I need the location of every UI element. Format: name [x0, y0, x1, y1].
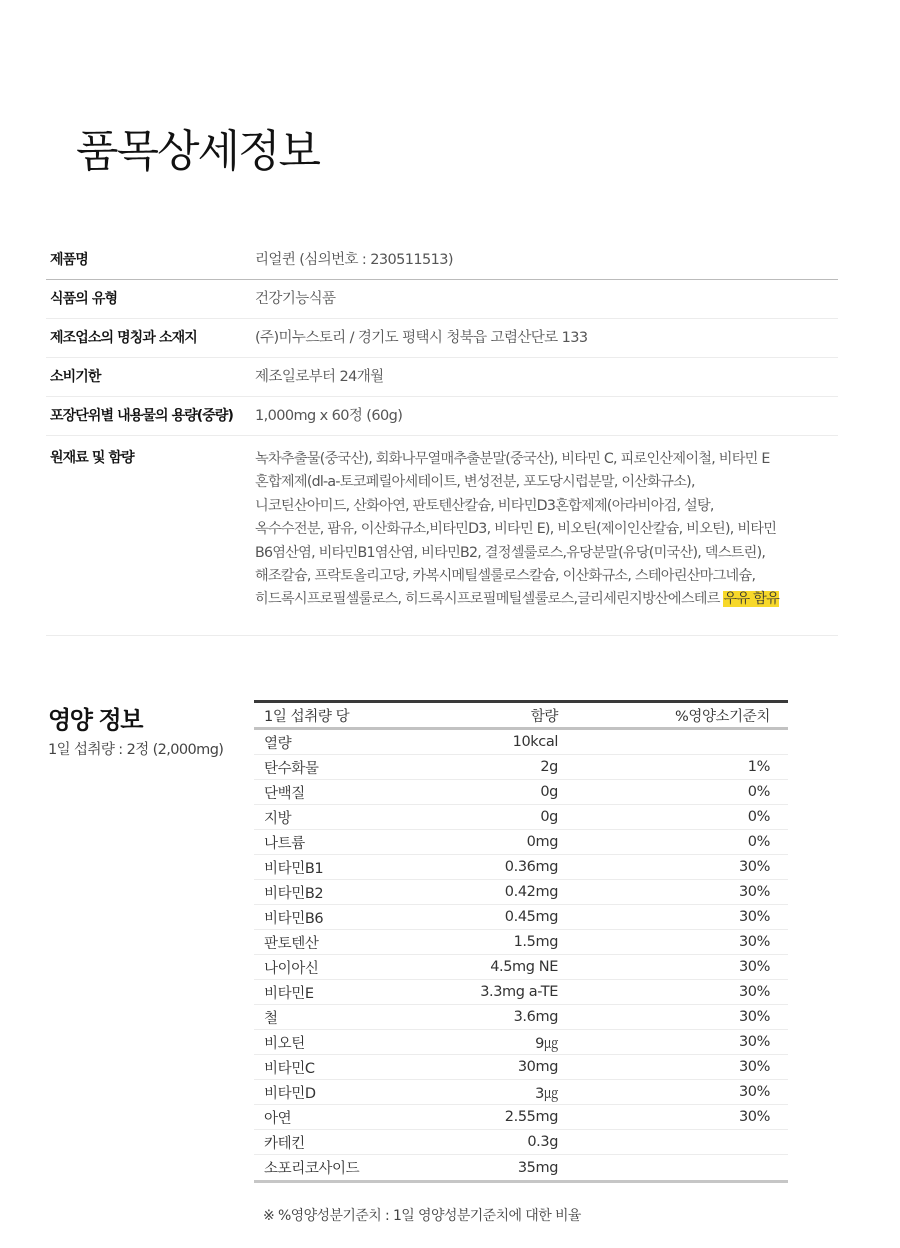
table-row — [254, 880, 788, 905]
info-value: 제조일로부터 24개월 — [255, 369, 384, 385]
nutrient-amount: 10kcal — [512, 734, 558, 750]
nutrient-pct: 0% — [747, 784, 770, 800]
ingredients-line: 녹차추출물(중국산), 회화나무열매추출분말(중국산), 비타민 C, 피로인산제이철, 비타민 E — [255, 451, 770, 467]
table-row — [254, 830, 788, 855]
nutrient-pct: 30% — [738, 859, 770, 875]
table-row — [254, 930, 788, 955]
nutrient-name: 철 — [264, 1010, 278, 1027]
ingredients-line: 혼합제제(dl-a-토코페릴아세테이트, 변성전분, 포도당시럽분말, 이산화규소), — [255, 474, 695, 491]
nutrient-name: 비타민B1 — [264, 860, 324, 877]
nutrient-name: 비타민E — [264, 985, 314, 1002]
nutrient-amount: 30mg — [517, 1059, 558, 1075]
table-row — [254, 780, 788, 805]
table-row — [254, 1105, 788, 1130]
nutrient-pct: 30% — [738, 1009, 770, 1025]
product-info-table — [46, 241, 838, 636]
info-row-manufacturer — [46, 319, 838, 358]
nutrient-pct: 30% — [738, 934, 770, 950]
table-row — [254, 1030, 788, 1055]
nutrient-amount: 0g — [540, 809, 558, 825]
table-row — [254, 805, 788, 830]
nutrient-amount: 3.3mg a-TE — [480, 984, 558, 1000]
table-row — [254, 1130, 788, 1155]
nutrient-name: 비타민B6 — [264, 910, 324, 927]
nutrient-pct: 30% — [738, 909, 770, 925]
nutrient-pct: 30% — [738, 1109, 770, 1125]
nutrition-table-header — [254, 703, 788, 730]
nutrient-amount: 0.36mg — [504, 859, 558, 875]
nutrient-name: 판토텐산 — [264, 935, 319, 952]
nutrient-name: 카테킨 — [264, 1135, 305, 1152]
nutrient-name: 비타민D — [264, 1085, 316, 1102]
table-row — [254, 855, 788, 880]
allergen-highlight: 우유 함유 — [723, 591, 780, 608]
nutrient-pct: 30% — [738, 1034, 770, 1050]
nutrient-amount: 9㎍ — [535, 1035, 558, 1052]
info-row-product-name — [46, 241, 838, 280]
nutrient-name: 비오틴 — [264, 1035, 305, 1052]
col-header-pct: %영양소기준치 — [674, 708, 770, 725]
ingredients-line: B6염산염, 비타민B1염산염, 비타민B2, 결정셀룰로스,유당분말(유당(미국산), 덱스트린), — [255, 544, 766, 561]
nutrition-table-body — [254, 730, 788, 1180]
nutrient-amount: 0.42mg — [504, 884, 558, 900]
table-row — [254, 1080, 788, 1105]
ingredients-text — [255, 444, 838, 612]
info-value: 리얼퀸 (심의번호 : 230511513) — [255, 252, 453, 268]
nutrient-pct: 30% — [738, 1084, 770, 1100]
nutrient-amount: 2.55mg — [504, 1109, 558, 1125]
ingredients-line: 니코틴산아미드, 산화아연, 판토텐산칼슘, 비타민D3혼합제제(아라비아검, 설탕, — [255, 497, 714, 514]
nutrient-pct: 30% — [738, 959, 770, 975]
info-label: 원재료 및 함량 — [50, 450, 134, 466]
nutrient-pct: 30% — [738, 984, 770, 1000]
page-title: 품목상세정보 — [76, 126, 320, 177]
nutrient-amount: 0.3g — [527, 1134, 558, 1150]
nutrition-title: 영양 정보 — [48, 706, 143, 734]
table-row — [254, 1055, 788, 1080]
info-row-package-volume — [46, 397, 838, 436]
nutrient-amount: 0mg — [526, 834, 558, 850]
nutrition-serving: 1일 섭취량 : 2정 (2,000mg) — [48, 742, 224, 758]
table-row — [254, 1005, 788, 1030]
nutrient-pct: 0% — [747, 834, 770, 850]
info-value: 건강기능식품 — [255, 291, 336, 307]
nutrient-amount: 2g — [540, 759, 558, 775]
ingredients-line: 히드록시프로필셀룰로스, 히드록시프로필메틸셀룰로스,글리세린지방산에스테르 — [255, 591, 724, 608]
ingredients-line: 해조칼슘, 프락토올리고당, 카복시메틸셀룰로스칼슘, 이산화규소, 스테아린산마그네슘, — [255, 568, 756, 585]
info-label: 식품의 유형 — [50, 291, 118, 307]
nutrient-name: 탄수화물 — [264, 760, 319, 777]
info-value: 1,000mg x 60정 (60g) — [255, 408, 403, 424]
nutrient-amount: 1.5mg — [513, 934, 558, 950]
nutrient-name: 나트륨 — [264, 835, 305, 852]
col-header-name: 1일 섭취량 당 — [264, 708, 350, 725]
ingredients-line-last — [255, 588, 838, 611]
nutrient-name: 단백질 — [264, 785, 305, 802]
info-row-ingredients — [46, 436, 838, 636]
table-row — [254, 980, 788, 1005]
nutrient-amount: 0.45mg — [504, 909, 558, 925]
nutrient-name: 비타민C — [264, 1060, 315, 1077]
info-label: 제품명 — [50, 252, 88, 268]
info-label: 제조업소의 명칭과 소재지 — [50, 330, 197, 346]
nutrient-pct: 0% — [747, 809, 770, 825]
table-row — [254, 955, 788, 980]
nutrient-amount: 3㎍ — [535, 1085, 558, 1102]
table-row — [254, 905, 788, 930]
col-header-amount: 함량 — [530, 708, 558, 725]
nutrition-table — [254, 700, 788, 1183]
nutrient-amount: 4.5mg NE — [490, 959, 558, 975]
nutrient-amount: 3.6mg — [513, 1009, 558, 1025]
info-label: 소비기한 — [50, 369, 101, 385]
table-row — [254, 755, 788, 780]
ingredients-line: 옥수수전분, 팜유, 이산화규소,비타민D3, 비타민 E), 비오틴(제이인산칼슘, 비오틴), 비타민 — [255, 521, 777, 538]
table-row — [254, 730, 788, 755]
nutrient-name: 열량 — [264, 735, 292, 752]
info-row-food-type — [46, 280, 838, 319]
nutrient-name: 비타민B2 — [264, 885, 324, 902]
nutrient-pct: 1% — [747, 759, 770, 775]
info-row-expiry — [46, 358, 838, 397]
nutrient-name: 나이아신 — [264, 960, 319, 977]
nutrient-name: 지방 — [264, 810, 292, 827]
nutrient-amount: 35mg — [517, 1159, 558, 1176]
nutrient-pct: 30% — [738, 1059, 770, 1075]
nutrient-name: 아연 — [264, 1110, 292, 1127]
info-label: 포장단위별 내용물의 용량(중량) — [50, 408, 234, 424]
nutrient-amount: 0g — [540, 784, 558, 800]
nutrient-pct: 30% — [738, 884, 770, 900]
table-row — [254, 1155, 788, 1180]
nutrient-name: 소포리코사이드 — [264, 1161, 360, 1177]
nutrition-footnote: ※ %영양성분기준치 : 1일 영양성분기준치에 대한 비율 — [263, 1208, 581, 1224]
info-value: (주)미누스토리 / 경기도 평택시 청북읍 고렴산단로 133 — [255, 330, 588, 346]
